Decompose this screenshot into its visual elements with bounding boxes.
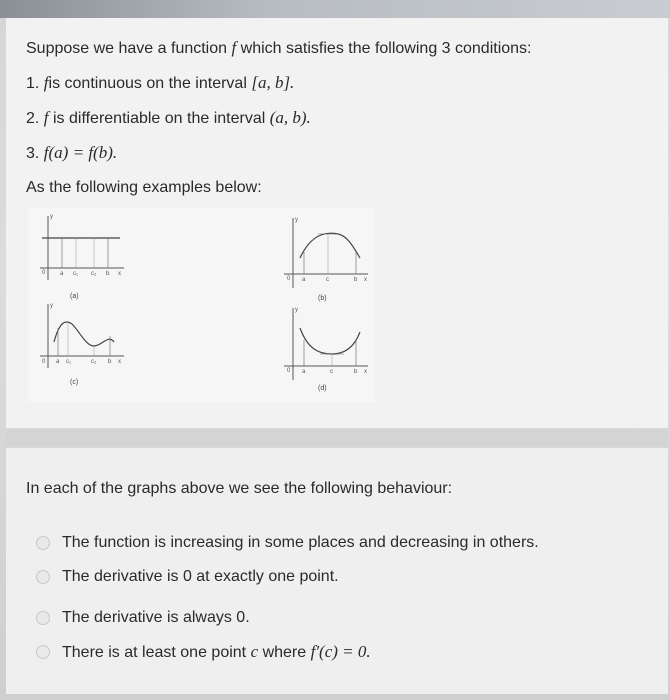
graph-b-origin: 0 bbox=[287, 276, 291, 282]
graph-b-tick-c: c bbox=[326, 277, 329, 283]
intro-text: Suppose we have a function bbox=[26, 40, 228, 57]
cond2-f: f bbox=[43, 108, 49, 127]
graph-d-y-label: y bbox=[295, 307, 298, 313]
graph-d-tick-c: c bbox=[330, 369, 333, 375]
condition-1 bbox=[26, 73, 294, 94]
option-4[interactable] bbox=[36, 641, 371, 663]
cond2-text: is differentiable on the interval bbox=[52, 110, 266, 127]
graph-c-tick-a: a bbox=[56, 359, 60, 365]
intro-rest: which satisfies the following 3 conditions: bbox=[240, 40, 532, 57]
answer-prompt: In each of the graphs above we see the following behaviour: bbox=[26, 480, 453, 497]
caption-c: (c) bbox=[70, 379, 79, 386]
graph-c-tick-b: b bbox=[108, 359, 112, 365]
graph-c-origin: 0 bbox=[42, 359, 46, 365]
caption-d: (d) bbox=[318, 385, 327, 392]
option-3-label: The derivative is always 0. bbox=[62, 609, 250, 626]
option-1[interactable] bbox=[36, 532, 539, 554]
cond1-math: [a, b]. bbox=[251, 73, 295, 92]
option-4-text: There is at least one point bbox=[62, 644, 247, 661]
option-4-where: where bbox=[262, 644, 307, 661]
rolle-examples-figure bbox=[28, 208, 374, 402]
graph-d-origin: 0 bbox=[287, 368, 291, 374]
option-2-label: The derivative is 0 at exactly one point. bbox=[62, 568, 339, 585]
cond2-num: 2. bbox=[26, 110, 40, 127]
graph-a-origin: 0 bbox=[42, 270, 46, 276]
question-intro bbox=[26, 38, 532, 59]
graph-b-tick-b: b bbox=[354, 277, 358, 283]
figure-background bbox=[28, 208, 374, 402]
card-divider bbox=[6, 430, 668, 446]
caption-b: (b) bbox=[318, 295, 327, 302]
graph-b-x-label: x bbox=[364, 277, 367, 283]
cond1-f: f bbox=[43, 73, 49, 92]
option-2[interactable] bbox=[36, 566, 339, 588]
option-4-c: c bbox=[250, 642, 259, 661]
graph-d-tick-a: a bbox=[302, 369, 306, 375]
examples-text: As the following examples below: bbox=[26, 179, 262, 196]
cond1-text: is continuous on the interval bbox=[48, 75, 247, 92]
option-4-math: f′(c) = 0. bbox=[310, 642, 371, 661]
graph-a-tick-b: b bbox=[106, 271, 110, 277]
option-1-label: The function is increasing in some places and decreasing in others. bbox=[62, 534, 539, 551]
graph-a-tick-c1: c₁ bbox=[73, 271, 79, 277]
option-2-radio[interactable] bbox=[36, 570, 50, 584]
condition-3 bbox=[26, 143, 117, 164]
graph-d-x-label: x bbox=[364, 369, 367, 375]
graph-a-y-label: y bbox=[50, 214, 53, 220]
cond2-math: (a, b). bbox=[269, 108, 311, 127]
option-1-radio[interactable] bbox=[36, 536, 50, 550]
cond3-num: 3. bbox=[26, 145, 40, 162]
intro-f: f bbox=[231, 38, 237, 57]
graph-d-tick-b: b bbox=[354, 369, 358, 375]
graph-b-tick-a: a bbox=[302, 277, 306, 283]
graph-c-tick-c1: c₁ bbox=[66, 359, 72, 365]
cond1-num: 1. bbox=[26, 75, 40, 92]
graph-a-x-label: x bbox=[118, 271, 121, 277]
graph-c-x-label: x bbox=[118, 359, 121, 365]
graph-a-tick-c2: c₂ bbox=[91, 271, 97, 277]
option-3-radio[interactable] bbox=[36, 611, 50, 625]
top-edge bbox=[0, 0, 670, 18]
graph-c-y-label: y bbox=[50, 303, 53, 309]
option-4-radio[interactable] bbox=[36, 645, 50, 659]
graph-c-tick-c2: c₂ bbox=[91, 359, 97, 365]
caption-a: (a) bbox=[70, 293, 79, 300]
condition-2 bbox=[26, 108, 311, 129]
cond3-math: f(a) = f(b). bbox=[43, 143, 118, 162]
graph-a-tick-a: a bbox=[60, 271, 64, 277]
option-4-label bbox=[62, 642, 371, 662]
option-3[interactable] bbox=[36, 607, 250, 629]
graph-b-y-label: y bbox=[295, 217, 298, 223]
